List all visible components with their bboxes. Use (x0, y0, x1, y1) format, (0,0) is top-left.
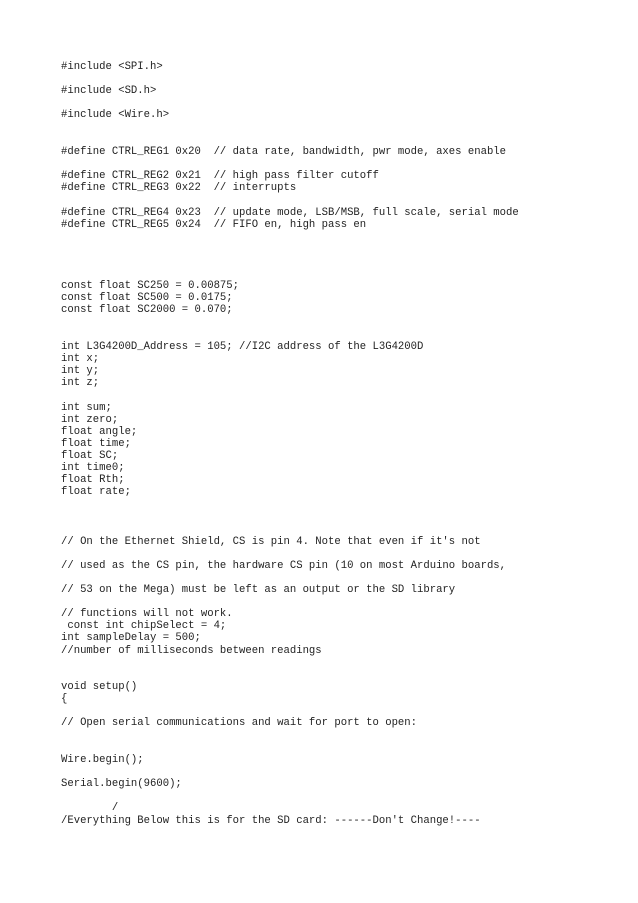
code-line-open-brace: { (61, 693, 68, 705)
code-line-include-wire: #include <Wire.h> (61, 109, 170, 121)
code-line-define-ctrl-reg5: #define CTRL_REG5 0x24 // FIFO en, high pass en (61, 219, 367, 231)
code-line-define-ctrl-reg1: #define CTRL_REG1 0x20 // data rate, bandwidth, pwr mode, axes enable (61, 146, 507, 158)
code-line-define-ctrl-reg3: #define CTRL_REG3 0x22 // interrupts (61, 182, 297, 194)
code-line-int-sum: int sum; (61, 402, 112, 414)
code-line-slash: / (61, 802, 119, 814)
code-line-comment-sd-card: /Everything Below this is for the SD card: ------Don't Change!---- (61, 815, 481, 827)
code-line-const-sc2000: const float SC2000 = 0.070; (61, 304, 233, 316)
code-line-const-chip-select: const int chipSelect = 4; (61, 620, 227, 632)
code-line-comment-milliseconds: //number of milliseconds between readings (61, 645, 322, 657)
code-line-int-zero: int zero; (61, 414, 119, 426)
code-line-define-ctrl-reg2: #define CTRL_REG2 0x21 // high pass filter cutoff (61, 170, 379, 182)
code-line-int-time0: int time0; (61, 462, 125, 474)
code-line-int-z: int z; (61, 377, 100, 389)
code-line-serial-begin: Serial.begin(9600); (61, 778, 182, 790)
code-line-include-sd: #include <SD.h> (61, 85, 157, 97)
code-line-comment-cs-pin: // used as the CS pin, the hardware CS pin (10 on most Arduino boards, (61, 560, 507, 572)
code-line-int-x: int x; (61, 353, 100, 365)
code-line-float-angle: float angle; (61, 426, 138, 438)
code-line-const-sc250: const float SC250 = 0.00875; (61, 280, 240, 292)
code-line-define-ctrl-reg4: #define CTRL_REG4 0x23 // update mode, LSB/MSB, full scale, serial mode (61, 207, 519, 219)
code-line-int-y: int y; (61, 365, 100, 377)
code-line-void-setup: void setup() (61, 681, 138, 693)
code-line-float-rth: float Rth; (61, 474, 125, 486)
code-line-float-rate: float rate; (61, 486, 131, 498)
code-line-comment-open-serial: // Open serial communications and wait for port to open: (61, 717, 418, 729)
code-line-float-sc: float SC; (61, 450, 119, 462)
code-line-float-time: float time; (61, 438, 131, 450)
code-line-comment-functions: // functions will not work. (61, 608, 233, 620)
code-line-wire-begin: Wire.begin(); (61, 754, 144, 766)
code-line-const-sc500: const float SC500 = 0.0175; (61, 292, 233, 304)
code-line-include-spi: #include <SPI.h> (61, 61, 163, 73)
code-line-l3g4200d-address: int L3G4200D_Address = 105; //I2C address of the L3G4200D (61, 341, 424, 353)
code-line-comment-ethernet: // On the Ethernet Shield, CS is pin 4. Note that even if it's not (61, 536, 481, 548)
code-line-comment-mega: // 53 on the Mega) must be left as an output or the SD library (61, 584, 456, 596)
code-line-int-sample-delay: int sampleDelay = 500; (61, 632, 201, 644)
